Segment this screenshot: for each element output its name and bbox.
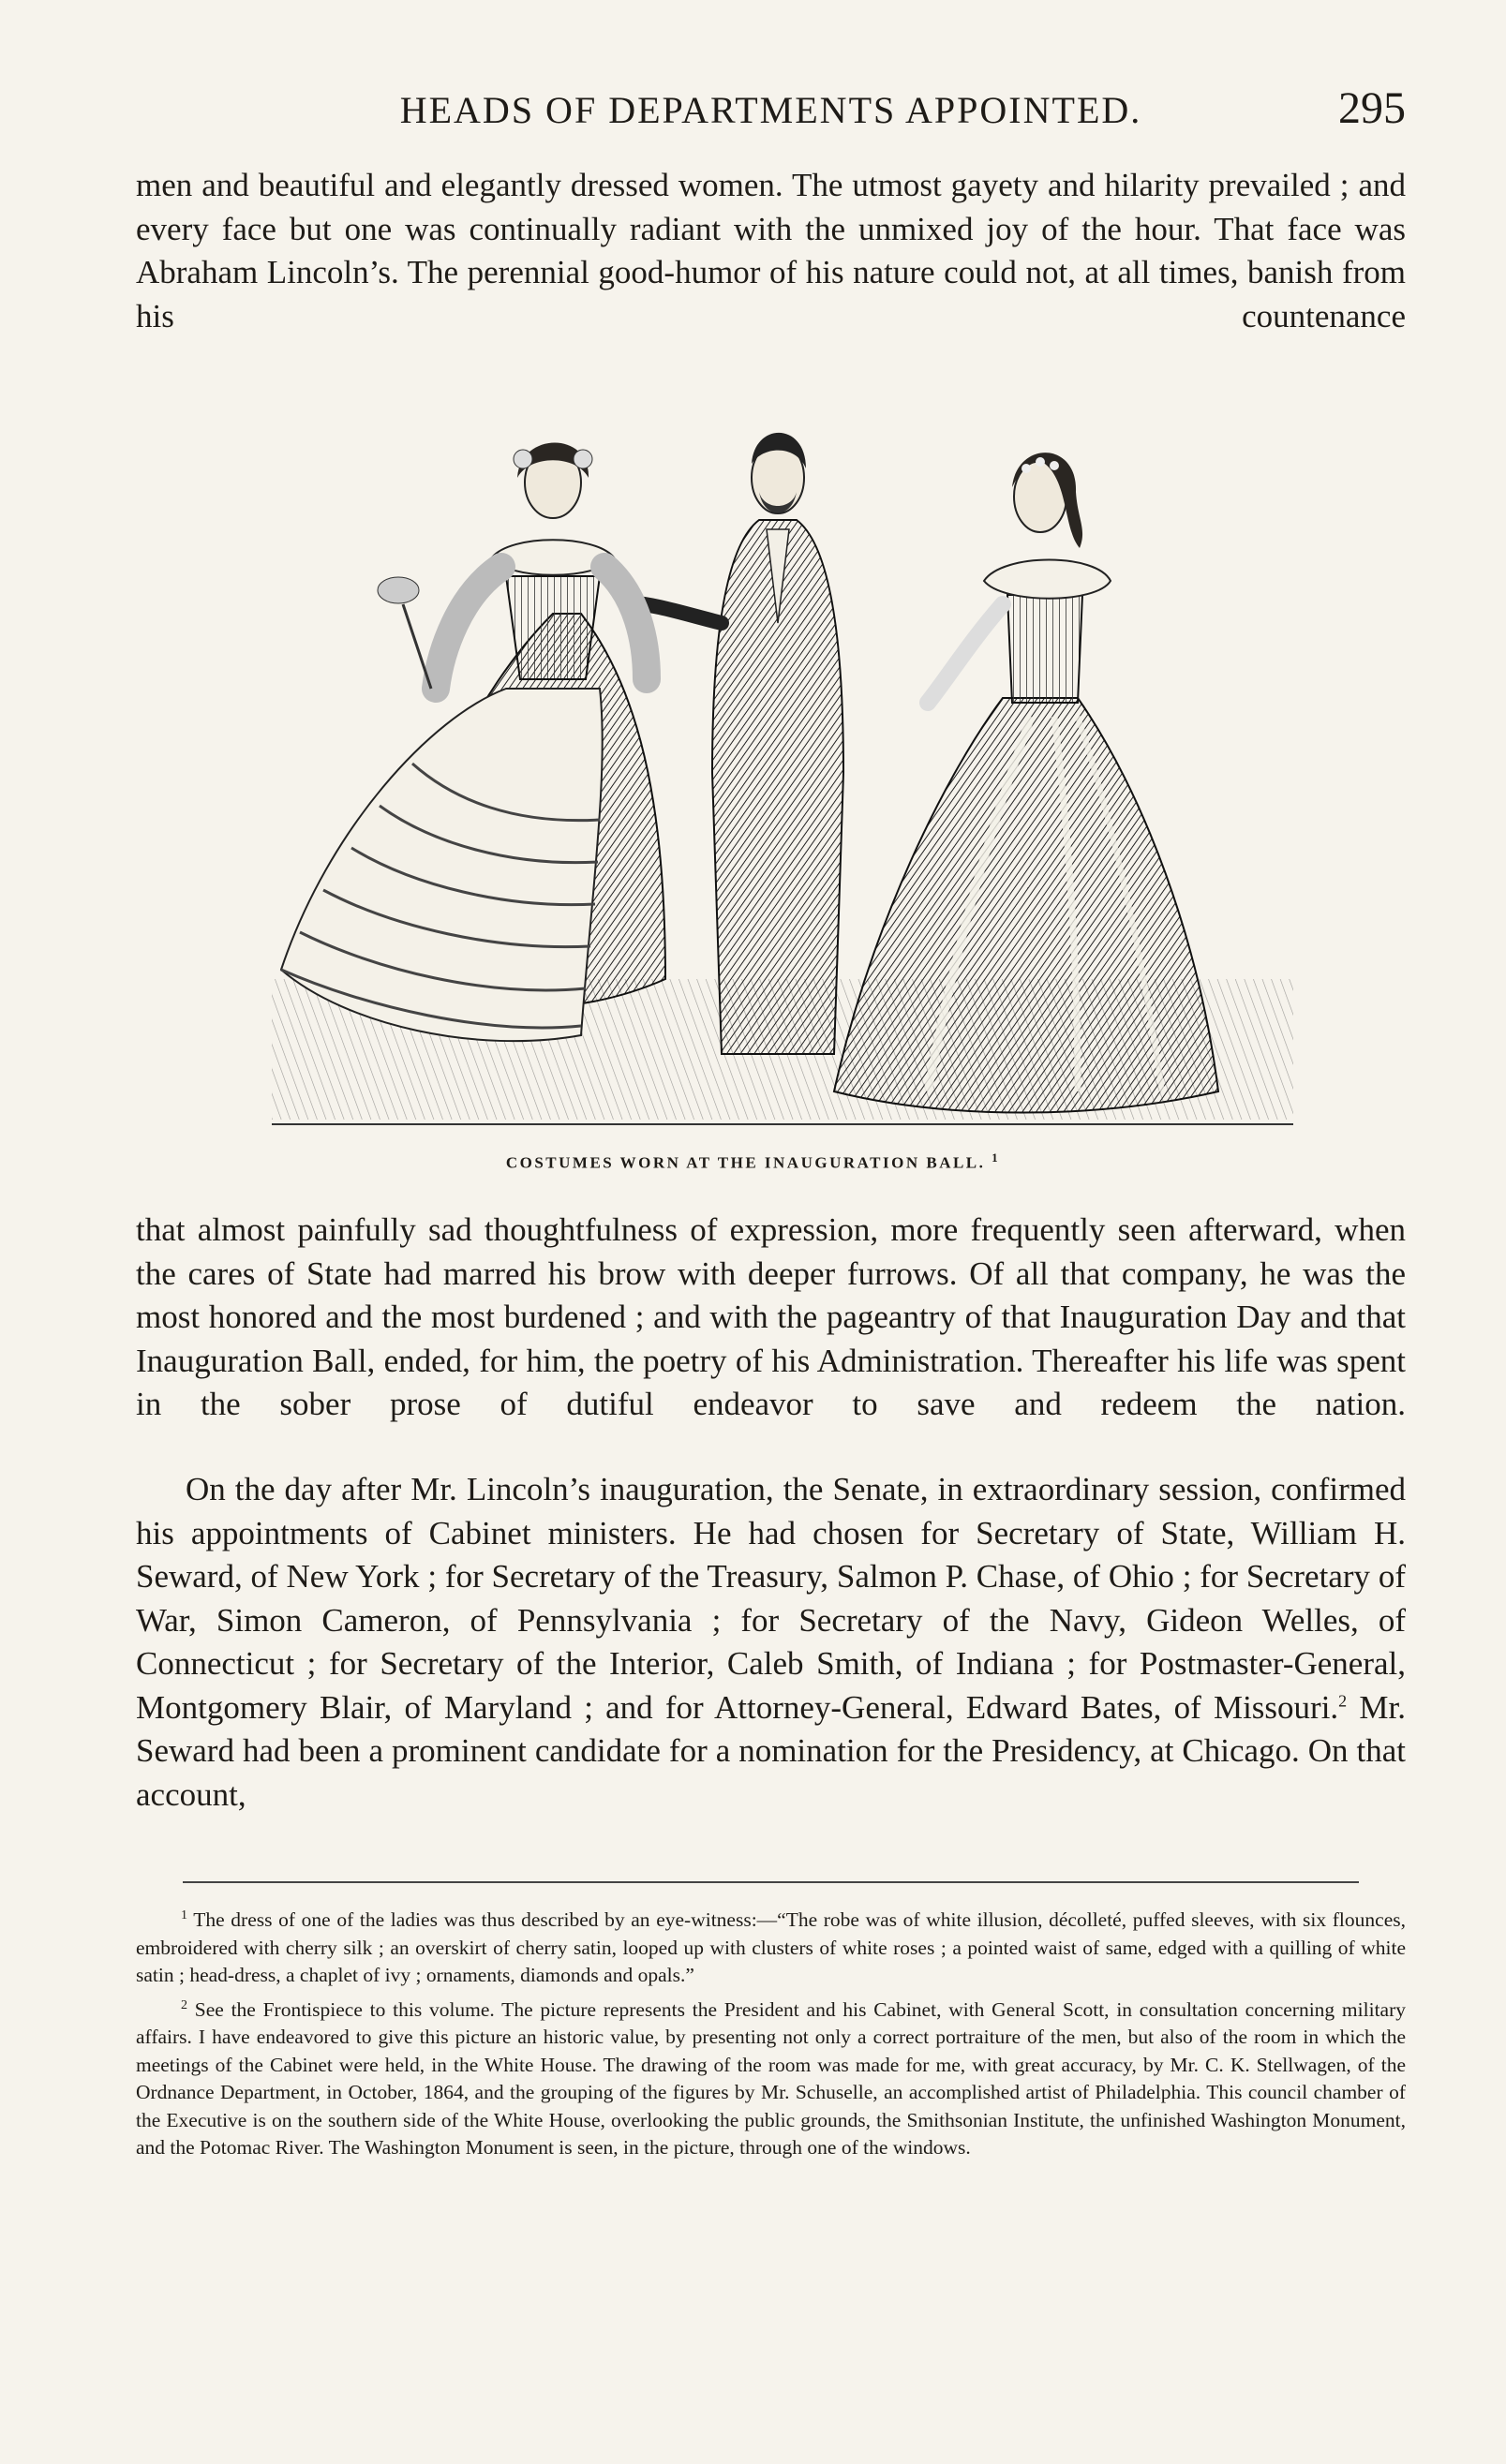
page-number: 295	[1338, 83, 1406, 133]
footnote-2-mark: 2	[181, 1997, 187, 2012]
lady-left-figure	[281, 443, 665, 1042]
para3-text-after-ref: Mr. Seward had been a prominent candidate for a nomination for the Presidency, at Chicago. On that account,	[136, 1688, 1406, 1813]
footnote-divider	[183, 1881, 1359, 1883]
running-head-title: HEADS OF DEPARTMENTS APPOINTED.	[399, 89, 1142, 131]
figure-caption-text: COSTUMES WORN AT THE INAUGURATION BALL.	[505, 1153, 986, 1172]
body-paragraph-2: that almost painfully sad thoughtfulness of expression, more frequently seen afterward, when the cares of State had marred his brow with deeper furrows. Of all that company, he was the most honored and the most burdened ; and with the pageantry of that Inauguration Day and that Inauguration Ball, ended, for him, the poetry of his Administration. Thereafter his life was spent in the sober prose of dutiful endeavor to save and redeem the nation.	[136, 1211, 1406, 1422]
body-paragraph-1: men and beautiful and elegantly dressed women. The utmost gayety and hilarity prevailed ; and every face but one was continually radiant with the unmixed joy of the hour. That face was Abraham Lincoln’s. The perennial good-humor of his nature could not, at all times, banish from his countenance	[136, 167, 1406, 334]
footnote-2	[136, 1992, 1406, 2162]
footnote-1-mark: 1	[181, 1908, 187, 1922]
footnote-2-text: See the Frontispiece to this volume. The picture represents the President and his Cabinet, with General Scott, in consultation concerning military affairs. I have endeavored to give this picture an historic value, by presenting not only a correct portraiture of the men, but also of the room in which the meetings of the Cabinet were held, in the White House. The drawing of the room was made for me, with great accuracy, by Mr. C. K. Stellwagen, of the Ordnance Department, in October, 1864, and the grouping of the figures by Mr. Schuselle, an accomplished artist of Philadelphia. This council chamber of the Executive is on the southern side of the White House, overlooking the public grounds, the Smithsonian Institute, the unfinished Washington Monument, and the Potomac River. The Washington Monument is seen, in the picture, through one of the windows.	[136, 1997, 1406, 2160]
footnote-1	[136, 1902, 1406, 1990]
figure-caption	[0, 1150, 1506, 1173]
lady-right-figure	[834, 453, 1218, 1112]
footnote-1-text: The dress of one of the ladies was thus described by an eye-witness:—“The robe was of white illusion, décolleté, puffed sleeves, with six flounces, embroidered with cherry silk ; an overskirt of cherry satin, looped up with clusters of white roses ; a pointed waist of same, edged with a quilling of white satin ; head-dress, a chaplet of ivy ; ornaments, diamonds and opals.”	[136, 1908, 1406, 1987]
body-paragraph-3	[136, 1468, 1406, 1817]
engraving-illustration	[272, 379, 1293, 1129]
costume-engraving	[272, 379, 1293, 1129]
running-header	[136, 82, 1406, 139]
para3-footnote-ref: 2	[1338, 1690, 1348, 1710]
footnotes	[136, 1902, 1406, 2164]
figure-caption-footnote-ref: 1	[992, 1150, 1001, 1165]
para3-text-before-ref: On the day after Mr. Lincoln’s inauguration, the Senate, in extraordinary session, confirmed his appointments of Cabinet ministers. He had chosen for Secretary of State, William H. Seward, of New York ; for Secretary of the Treasury, Salmon P. Chase, of Ohio ; for Secretary of War, Simon Cameron, of Pennsylvania ; for Secretary of the Navy, Gideon Welles, of Connecticut ; for Secretary of the Interior, Caleb Smith, of Indiana ; for Postmaster-General, Montgomery Blair, of Maryland ; and for Attorney-General, Edward Bates, of Missouri.	[136, 1471, 1406, 1726]
